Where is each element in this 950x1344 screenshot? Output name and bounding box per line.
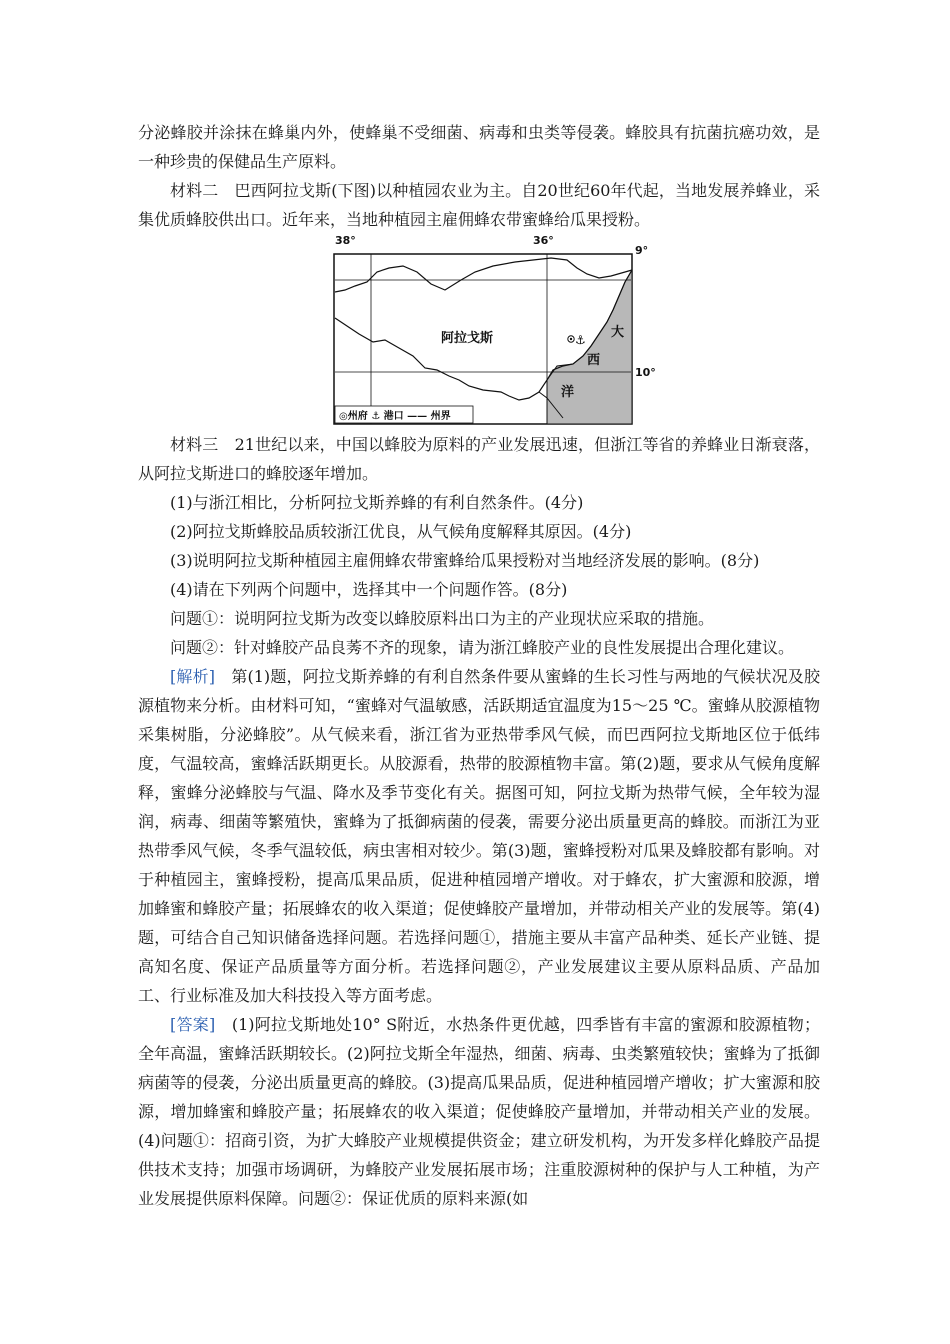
map-legend: ◎州府 ⚓ 港口 —— 州界: [339, 411, 451, 422]
question-4-option-2: 问题②：针对蜂胶产品良莠不齐的现象，请为浙江蜂胶产业的良性发展提出合理化建议。: [170, 638, 795, 657]
material-three: 材料三 21世纪以来，中国以蜂胶为原料的产业发展迅速，但浙江等省的养蜂业日渐衰落，从阿拉戈斯进口的蜂胶逐年增加。: [138, 435, 820, 483]
question-4: (4)请在下列两个问题中，选择其中一个问题作答。(8分): [170, 580, 568, 599]
questions-block: [138, 430, 820, 1213]
capital-dot: [570, 338, 572, 340]
map-svg: [333, 230, 656, 426]
answer-text: (1)阿拉戈斯地处10° S附近，水热条件更优越，四季皆有丰富的蜜源和胶源植物；全年高温，蜜蜂活跃期较长。(2)阿拉戈斯全年湿热，细菌、病毒、虫类繁殖较快；蜜蜂为了抵御病菌等的侵袭，分泌出质量更高的蜂胶。(3)提高瓜果品质，促进种植园增产增收；扩大蜜源和胶源，增加蜂蜜和蜂胶产量；拓展蜂农的收入渠道；促使蜂胶产量增加，并带动相关产业的发展。(4)问题①：招商引资，为扩大蜂胶产业规模提供资金；建立研发机构，为开发多样化蜂胶产品提供技术支持；加强市场调研，为蜂胶产业发展拓展市场；注重胶源树种的保护与人工种植，为产业发展提供原料保障。问题②：保证优质的原料来源(如: [138, 1015, 820, 1208]
ocean-char-1: 大: [611, 325, 625, 340]
analysis-text: 第(1)题，阿拉戈斯养蜂的有利自然条件要从蜜蜂的生长习性与两地的气候状况及胶源植物来分析。由材料可知，“蜜蜂对气温敏感，活跃期适宜温度为15～25 ℃。蜜蜂从胶源植物采集树脂，分泌蜂胶”。从气候来看，浙江省为亚热带季风气候，而巴西阿拉戈斯地区位于低纬度，气温较高，蜜蜂活跃期更长。从胶源看，热带的胶源植物丰富。第(2)题，要求从气候角度解释，蜜蜂分泌蜂胶与气温、降水及季节变化有关。据图可知，阿拉戈斯为热带气候，全年较为湿润，病毒、细菌等繁殖快，蜜蜂为了抵御病菌的侵袭，需要分泌出质量更高的蜂胶。而浙江为亚热带季风气候，冬季气温较低，病虫害相对较少。第(3)题，蜜蜂授粉对瓜果及蜂胶都有影响。对于种植园主，蜜蜂授粉，提高瓜果品质，促进种植园增产增收。对于蜂农，扩大蜜源和胶源，增加蜂蜜和蜂胶产量；拓展蜂农的收入渠道；促使蜂胶产量增加，并带动相关产业的发展等。第(4)题，可结合自己知识储备选择问题。若选择问题①，措施主要从丰富产品种类、延长产业链、提高知名度、保证产品质量等方面分析。若选择问题②，产业发展建议主要从原料品质、产品加工、行业标准及加大科技投入等方面考虑。: [138, 667, 820, 1005]
lon-label-right: 36°: [533, 234, 554, 247]
analysis-paragraph: [138, 662, 820, 1010]
answer-paragraph: [138, 1010, 820, 1213]
question-1: (1)与浙江相比，分析阿拉戈斯养蜂的有利自然条件。(4分): [170, 493, 584, 512]
question-2: (2)阿拉戈斯蜂胶品质较浙江优良，从气候角度解释其原因。(4分): [170, 522, 632, 541]
ocean-char-3: 洋: [561, 385, 575, 400]
question-3: (3)说明阿拉戈斯种植园主雇佣蜂农带蜜蜂给瓜果授粉对当地经济发展的影响。(8分): [170, 551, 760, 570]
answer-tag: [答案]: [170, 1015, 216, 1034]
lat-label-bottom: 10°: [635, 366, 656, 379]
region-name: 阿拉戈斯: [441, 331, 494, 346]
material-one-tail: 分泌蜂胶并涂抹在蜂巢内外，使蜂巢不受细菌、病毒和虫类等侵袭。蜂胶具有抗菌抗癌功效，是一种珍贵的保健品生产原料。: [138, 123, 820, 171]
analysis-tag: [解析]: [170, 667, 215, 686]
lon-label-left: 38°: [335, 234, 356, 247]
alagoas-map: [333, 230, 656, 426]
intro-block: [138, 118, 820, 234]
ocean-char-2: 西: [587, 353, 601, 368]
port-icon: ⚓: [575, 333, 586, 347]
question-4-option-1: 问题①：说明阿拉戈斯为改变以蜂胶原料出口为主的产业现状应采取的措施。: [170, 609, 715, 628]
lat-label-top: 9°: [635, 244, 649, 257]
material-two: 材料二 巴西阿拉戈斯(下图)以种植园农业为主。自20世纪60年代起，当地发展养蜂业，采集优质蜂胶供出口。近年来，当地种植园主雇佣蜂农带蜜蜂给瓜果授粉。: [138, 181, 820, 229]
